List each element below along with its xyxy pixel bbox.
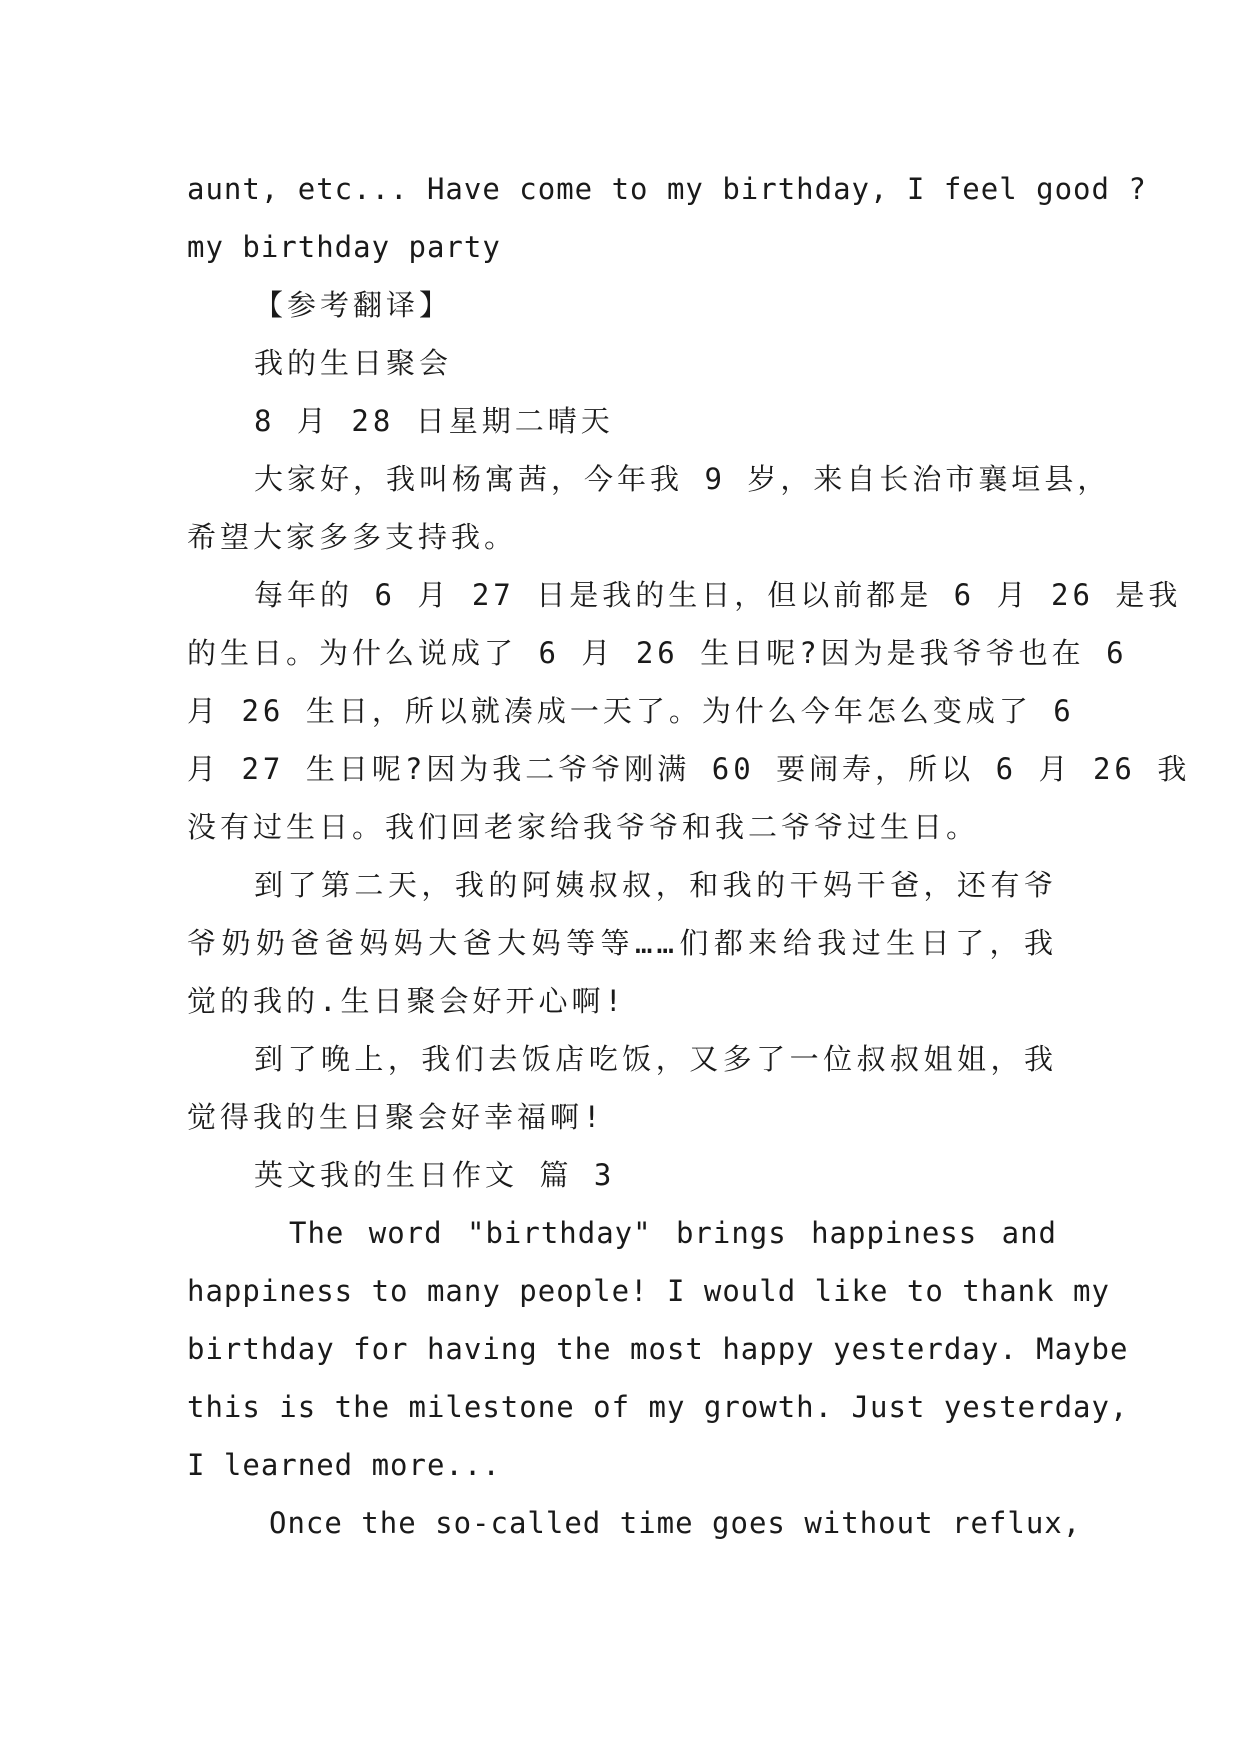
section-heading: 【参考翻译】 [254, 288, 453, 322]
section-heading: 英文我的生日作文 篇 3 [254, 1158, 616, 1192]
text-line: 到了晚上，我们去饭店吃饭，又多了一位叔叔姐姐，我 [254, 1042, 1057, 1076]
text-line: birthday for having the most happy yesterday. Maybe [187, 1332, 1129, 1366]
text-line: happiness to many people! I would like to thank my [187, 1274, 1110, 1308]
text-line: 觉得我的生日聚会好幸福啊! [187, 1100, 605, 1134]
text-line: The word "birthday" brings happiness and [289, 1216, 1057, 1250]
document-body [187, 160, 1191, 1552]
text-line: 到了第二天，我的阿姨叔叔，和我的干妈干爸，还有爷 [254, 868, 1057, 902]
text-line: 月 27 生日呢?因为我二爷爷刚满 60 要闹寿，所以 6 月 26 我 [187, 752, 1191, 786]
text-line: 希望大家多多支持我。 [187, 520, 518, 554]
text-line: 没有过生日。我们回老家给我爷爷和我二爷爷过生日。 [187, 810, 980, 844]
text-line: 的生日。为什么说成了 6 月 26 生日呢?因为是我爷爷也在 6 [187, 636, 1128, 670]
text-line: 月 26 生日，所以就凑成一天了。为什么今年怎么变成了 6 [187, 694, 1075, 728]
text-line: 觉的我的.生日聚会好开心啊! [187, 984, 626, 1018]
text-line: 爷奶奶爸爸妈妈大爸大妈等等……们都来给我过生日了，我 [187, 926, 1057, 960]
text-line: aunt, etc... Have come to my birthday, I feel good ? [187, 172, 1147, 206]
date-line: 8 月 28 日星期二晴天 [254, 404, 614, 438]
text-line: this is the milestone of my growth. Just yesterday, [187, 1390, 1129, 1424]
section-heading: 我的生日聚会 [254, 346, 453, 380]
text-line: my birthday party [187, 230, 501, 264]
text-line: 每年的 6 月 27 日是我的生日，但以前都是 6 月 26 是我 [254, 578, 1182, 612]
text-line: Once the so-called time goes without reflux, [269, 1506, 1082, 1540]
text-line: I learned more... [187, 1448, 501, 1482]
text-line: 大家好，我叫杨寓茜，今年我 9 岁，来自长治市襄垣县， [254, 462, 1111, 496]
